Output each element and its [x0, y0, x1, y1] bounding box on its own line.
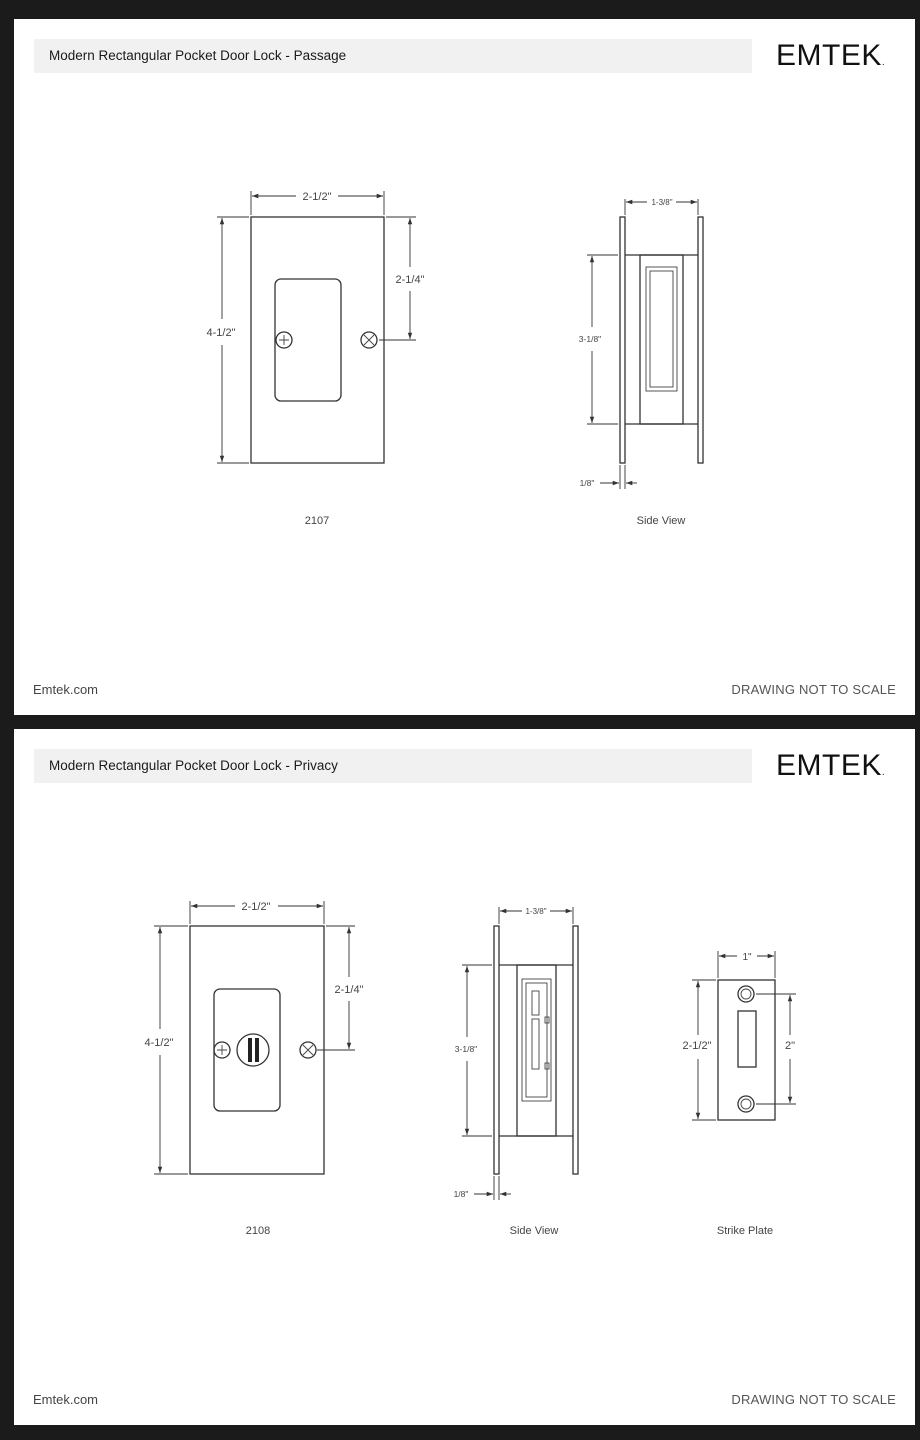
strike-plate-label: Strike Plate — [716, 1225, 774, 1237]
side-view-label: Side View — [509, 1225, 559, 1237]
side-plate-right — [573, 926, 578, 1174]
side-height-dimension: 3-1/8" — [454, 1044, 478, 1054]
drawing-sheet-passage — [14, 19, 915, 715]
offset-dimension: 2-1/4" — [395, 274, 425, 286]
privacy-turn-icon — [237, 1034, 269, 1066]
screw-hole-top-icon — [738, 986, 754, 1002]
hole-spacing-dimension: 2" — [784, 1040, 796, 1052]
side-plate-left — [620, 217, 625, 463]
brand-name: EMTEK — [776, 39, 882, 72]
brand-name: EMTEK — [776, 749, 882, 782]
lock-plate — [251, 217, 384, 463]
footer-website: Emtek.com — [33, 1392, 99, 1407]
sheet-title: Modern Rectangular Pocket Door Lock - Passage — [49, 48, 347, 63]
thickness-dimension: 1/8" — [579, 478, 595, 488]
emtek-logo: EMTEK. — [776, 39, 886, 72]
width-dimension: 2-1/2" — [302, 191, 332, 203]
strike-height-dimension: 2-1/2" — [682, 1040, 712, 1052]
sheet-title: Modern Rectangular Pocket Door Lock - Privacy — [49, 758, 338, 773]
footer-website: Emtek.com — [33, 682, 99, 697]
strike-width-dimension: 1" — [742, 952, 752, 963]
screw-right-icon — [300, 1042, 316, 1058]
front-view-2107 — [207, 191, 425, 527]
technical-drawing-privacy — [14, 729, 915, 1425]
screw-left-icon — [214, 1042, 230, 1058]
screw-right-icon — [361, 332, 377, 348]
side-plate-left — [494, 926, 499, 1174]
footer-scale-note: DRAWING NOT TO SCALE — [731, 1392, 896, 1407]
offset-dimension: 2-1/4" — [334, 984, 364, 996]
width-dimension: 2-1/2" — [241, 901, 271, 913]
side-plate-right — [698, 217, 703, 463]
side-view-privacy — [454, 907, 578, 1237]
side-view-label: Side View — [636, 515, 686, 527]
lock-body — [640, 255, 683, 424]
strike-opening — [738, 1011, 756, 1067]
footer-scale-note: DRAWING NOT TO SCALE — [731, 682, 896, 697]
depth-dimension: 1-3/8" — [525, 907, 547, 916]
strike-plate-view — [683, 951, 796, 1237]
side-height-dimension: 3-1/8" — [578, 334, 602, 344]
height-dimension: 4-1/2" — [206, 327, 236, 339]
model-label-2108: 2108 — [245, 1225, 271, 1237]
thickness-dimension: 1/8" — [453, 1189, 469, 1199]
technical-drawing-passage — [14, 19, 915, 715]
emtek-logo: EMTEK. — [776, 749, 886, 782]
side-view-passage — [579, 198, 703, 527]
front-view-2108 — [145, 901, 364, 1237]
screw-hole-bottom-icon — [738, 1096, 754, 1112]
height-dimension: 4-1/2" — [144, 1037, 174, 1049]
depth-dimension: 1-3/8" — [651, 198, 673, 207]
drawing-sheet-privacy — [14, 729, 915, 1425]
screw-left-icon — [276, 332, 292, 348]
model-label-2107: 2107 — [304, 515, 330, 527]
